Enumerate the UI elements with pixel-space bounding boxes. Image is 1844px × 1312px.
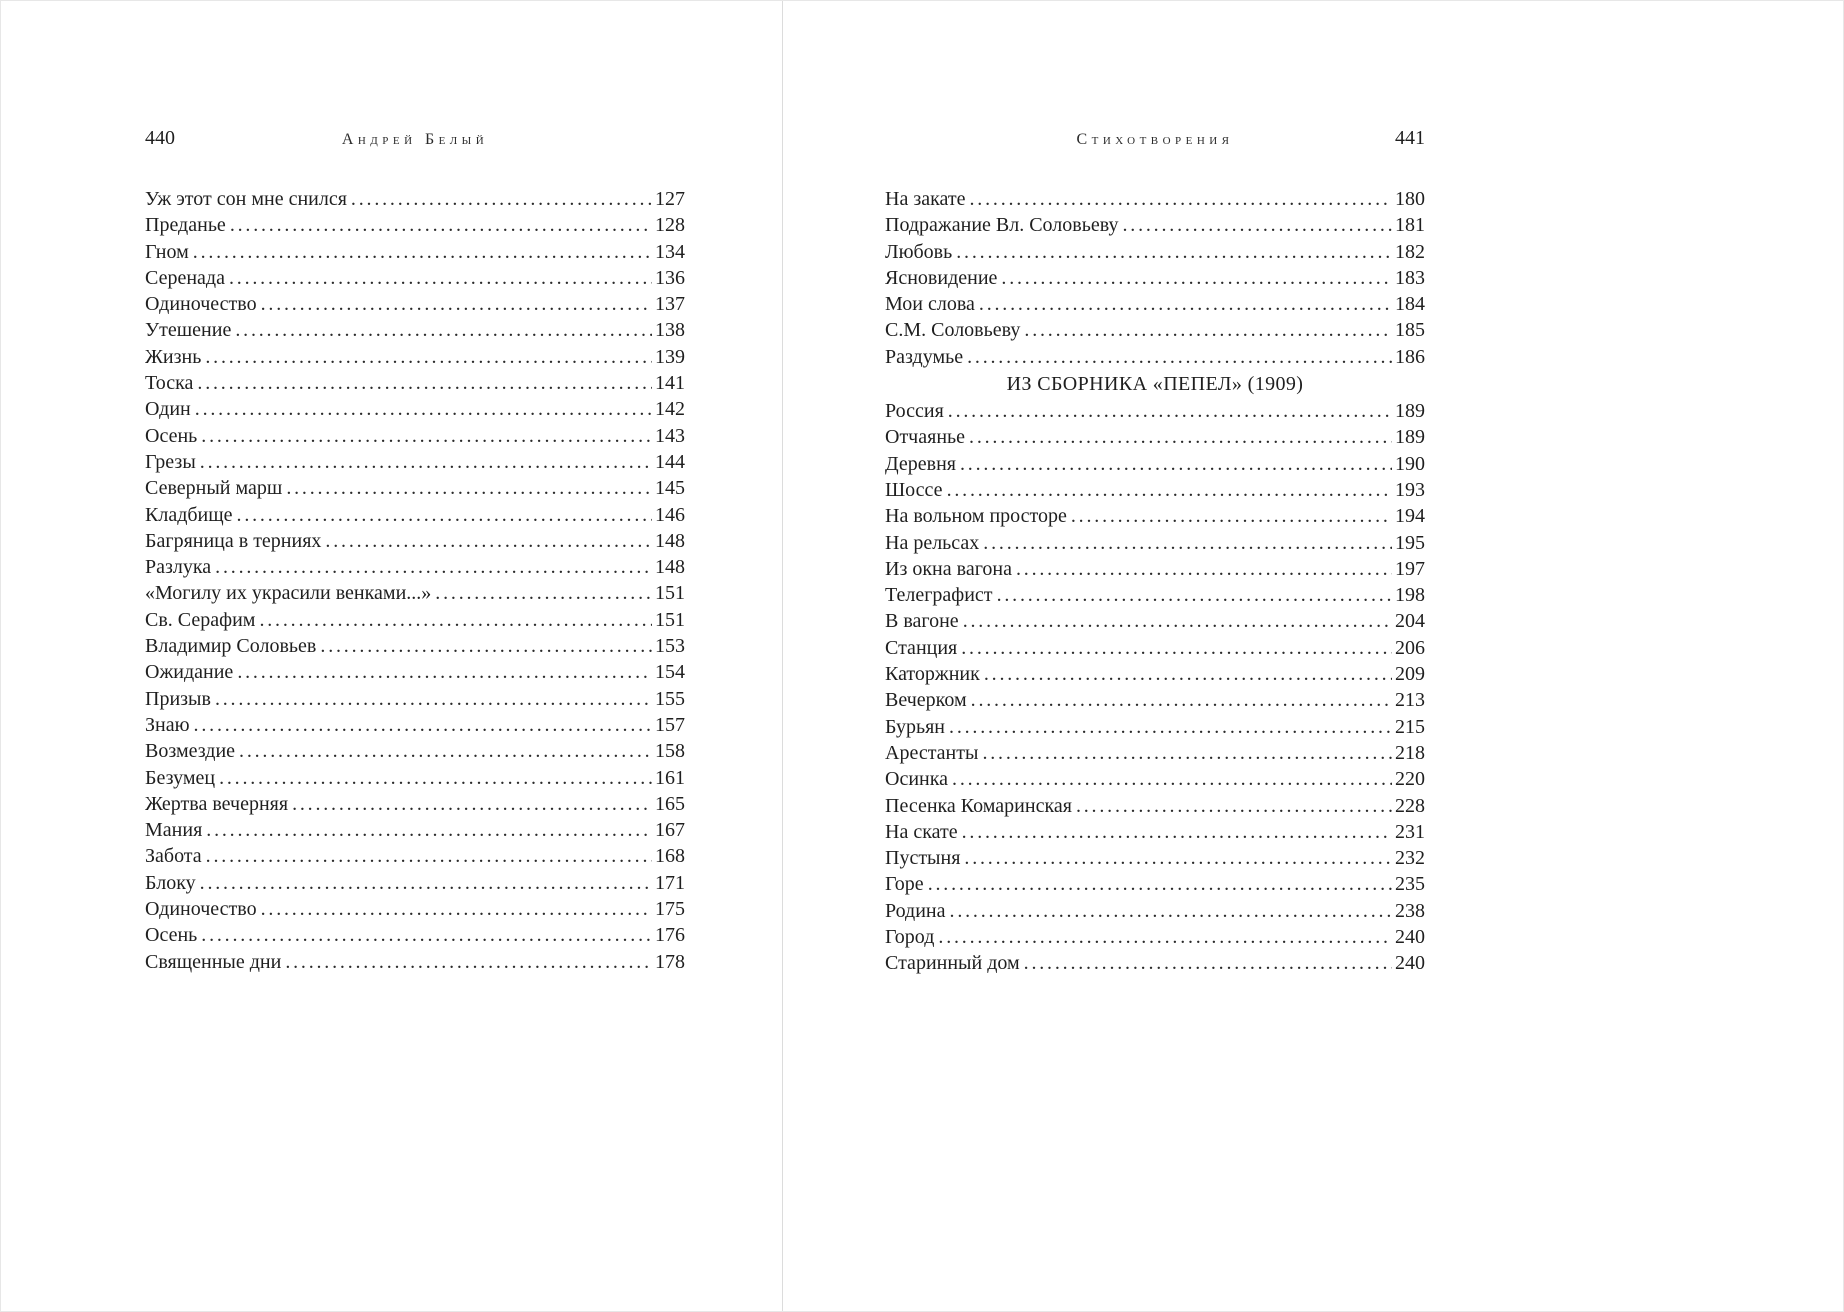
toc-entry-title: Осень [145,424,198,447]
toc-entry-title: Забота [145,845,202,868]
toc-entry-title: Телеграфист [885,584,993,607]
toc-entry-title: Россия [885,400,944,423]
toc-entry-title: Деревня [885,452,956,475]
toc-entry-page: 151 [655,608,685,631]
toc-entry-page: 144 [655,450,685,473]
toc-entry [885,608,1425,634]
toc-entry-page: 176 [655,924,685,947]
toc-entry [885,265,1425,291]
toc-entry-title: Утешение [145,319,232,342]
toc-entry [885,530,1425,556]
toc-dot-leader [960,451,1392,477]
toc-entry [885,924,1425,950]
toc-entry [145,475,685,501]
toc-entry-page: 186 [1395,345,1425,368]
toc-dot-leader [237,659,652,685]
toc-dot-leader [964,845,1392,871]
toc-entry [885,661,1425,687]
toc-dot-leader [1024,950,1392,976]
left-toc-list [145,186,685,975]
toc-entry [885,503,1425,529]
toc-entry [145,580,685,606]
toc-entry-title: Раздумье [885,345,964,368]
toc-entry [145,449,685,475]
toc-dot-leader [961,635,1392,661]
toc-entry-page: 213 [1395,689,1425,712]
toc-entry-page: 197 [1395,557,1425,580]
toc-entry-page: 209 [1395,663,1425,686]
toc-entry-title: Из окна вагона [885,557,1012,580]
toc-entry [145,423,685,449]
toc-entry-title: Тоска [145,372,194,395]
toc-entry-title: Уж этот сон мне снился [145,188,347,210]
toc-entry [145,712,685,738]
toc-entry-page: 185 [1395,319,1425,342]
toc-entry [145,765,685,791]
toc-entry [885,477,1425,503]
toc-dot-leader [205,344,652,370]
toc-entry-title: Каторжник [885,663,980,686]
toc-dot-leader [239,738,652,764]
toc-entry-page: 171 [655,871,685,894]
right-toc-list [885,186,1425,977]
toc-entry [885,950,1425,976]
toc-entry-title: С.М. Соловьеву [885,319,1021,342]
toc-entry-title: Кладбище [145,503,233,526]
toc-entry-title: Город [885,926,935,949]
toc-entry-page: 141 [655,372,685,395]
toc-entry-title: Пустыня [885,847,961,870]
toc-dot-leader [206,817,652,843]
toc-entry [885,556,1425,582]
toc-dot-leader [215,686,652,712]
toc-dot-leader [928,871,1392,897]
toc-entry [145,396,685,422]
toc-entry-title: Владимир Соловьев [145,635,317,658]
toc-entry-title: Бурьян [885,715,946,738]
toc-dot-leader [320,633,652,659]
toc-entry-page: 146 [655,503,685,526]
right-running-head [885,126,1425,150]
toc-entry-page: 178 [655,950,685,973]
left-folio: 440 [145,127,175,149]
toc-entry-title: Ясновидение [885,266,998,289]
right-folio: 441 [1395,127,1425,149]
toc-dot-leader [219,765,652,791]
toc-entry [885,186,1425,212]
toc-entry-page: 167 [655,819,685,842]
toc-dot-leader [1024,317,1392,343]
toc-entry-page: 195 [1395,531,1425,554]
toc-entry-title: Осень [145,924,198,947]
toc-entry-title: Любовь [885,240,953,263]
toc-entry-title: Ожидание [145,661,234,684]
toc-entry-page: 235 [1395,873,1425,896]
toc-entry-title: Один [145,398,191,421]
toc-entry-page: 128 [655,214,685,237]
toc-entry [145,528,685,554]
toc-entry-page: 154 [655,661,685,684]
toc-dot-leader [963,608,1392,634]
toc-entry [145,949,685,975]
toc-dot-leader [435,580,652,606]
toc-entry-title: Одиночество [145,898,257,921]
toc-entry-page: 240 [1395,952,1425,975]
toc-entry-title: Разлука [145,556,212,579]
toc-dot-leader [235,317,652,343]
toc-entry [885,317,1425,343]
toc-entry-page: 190 [1395,452,1425,475]
toc-dot-leader [1071,503,1392,529]
toc-entry-title: Осинка [885,768,949,791]
toc-dot-leader [200,449,652,475]
toc-entry-title: Преданье [145,214,226,237]
toc-entry [145,896,685,922]
toc-entry-page: 165 [655,792,685,815]
toc-entry [885,793,1425,819]
toc-dot-leader [261,896,652,922]
toc-entry-title: Мания [145,819,203,842]
left-page [145,126,685,975]
toc-entry-page: 198 [1395,584,1425,607]
toc-entry-page: 143 [655,424,685,447]
toc-entry-page: 220 [1395,768,1425,791]
toc-entry-title: На закате [885,188,966,210]
toc-entry [145,659,685,685]
toc-entry [885,845,1425,871]
toc-entry [885,635,1425,661]
toc-entry [885,344,1425,370]
toc-entry [885,212,1425,238]
toc-entry-title: Жизнь [145,345,202,368]
toc-entry [145,791,685,817]
toc-entry [885,451,1425,477]
toc-dot-leader [947,477,1392,503]
toc-dot-leader [979,291,1392,317]
toc-entry-title: Знаю [145,713,190,736]
right-running-header-title: Стихотворения [1076,131,1234,148]
toc-entry-page: 189 [1395,426,1425,449]
toc-entry-title: Горе [885,873,924,896]
toc-entry-page: 238 [1395,899,1425,922]
toc-entry-page: 153 [655,635,685,658]
toc-entry [885,898,1425,924]
toc-entry [145,265,685,291]
toc-entry-page: 193 [1395,478,1425,501]
toc-entry [145,686,685,712]
toc-entry [145,291,685,317]
toc-entry [145,212,685,238]
toc-entry-title: Багряница в терниях [145,529,322,552]
toc-entry-title: Шоссе [885,478,943,501]
toc-entry [145,607,685,633]
toc-entry-page: 137 [655,293,685,316]
toc-entry [145,186,685,212]
toc-section-heading: ИЗ СБОРНИКА «ПЕПЕЛ» (1909) [1006,373,1304,396]
toc-dot-leader [230,212,652,238]
toc-entry-page: 180 [1395,188,1425,210]
toc-entry-title: Мои слова [885,293,975,316]
toc-entry-page: 189 [1395,400,1425,423]
toc-entry-title: Жертва вечерняя [145,792,289,815]
toc-entry-title: Отчаянье [885,426,966,449]
toc-entry [145,370,685,396]
toc-entry-title: Безумец [145,766,216,789]
toc-entry-page: 206 [1395,636,1425,659]
toc-entry-title: Св. Серафим [145,608,256,631]
toc-dot-leader [971,687,1392,713]
toc-entry [885,291,1425,317]
toc-entry-title: Блоку [145,871,196,894]
page-gutter-divider [782,0,783,1312]
toc-entry-page: 218 [1395,741,1425,764]
toc-dot-leader [206,843,652,869]
toc-entry [885,424,1425,450]
toc-dot-leader [285,949,652,975]
toc-entry [145,922,685,948]
toc-dot-leader [215,554,652,580]
toc-dot-leader [261,291,652,317]
toc-entry-page: 182 [1395,240,1425,263]
toc-entry-page: 183 [1395,266,1425,289]
toc-entry [145,738,685,764]
toc-entry-page: 148 [655,556,685,579]
toc-dot-leader [197,370,652,396]
toc-entry-title: Гном [145,240,189,263]
toc-entry-page: 215 [1395,715,1425,738]
toc-entry-page: 161 [655,766,685,789]
toc-entry-title: Грезы [145,450,196,473]
toc-entry-page: 168 [655,845,685,868]
toc-entry-page: 127 [655,188,685,210]
toc-dot-leader [983,530,1392,556]
toc-entry-title: Вечерком [885,689,967,712]
toc-entry [885,398,1425,424]
toc-entry [145,239,685,265]
toc-entry [885,766,1425,792]
toc-entry-page: 148 [655,529,685,552]
toc-dot-leader [351,186,652,212]
toc-entry-title: Серенада [145,266,225,289]
left-running-head [145,126,685,150]
toc-dot-leader [201,423,652,449]
toc-entry [885,871,1425,897]
toc-dot-leader [949,714,1392,740]
toc-dot-leader [948,398,1392,424]
toc-dot-leader [237,502,652,528]
toc-entry [145,554,685,580]
toc-dot-leader [962,819,1392,845]
toc-entry [145,843,685,869]
toc-entry [145,870,685,896]
toc-entry-page: 175 [655,898,685,921]
right-page [885,126,1425,977]
toc-entry [145,817,685,843]
toc-entry [885,819,1425,845]
toc-entry-page: 139 [655,345,685,368]
toc-entry-title: Станция [885,636,958,659]
toc-entry-page: 157 [655,713,685,736]
toc-dot-leader [1076,793,1392,819]
toc-entry [885,582,1425,608]
toc-entry-page: 138 [655,319,685,342]
toc-dot-leader [229,265,652,291]
toc-entry-page: 151 [655,582,685,605]
toc-entry-title: Призыв [145,687,211,710]
toc-entry-page: 204 [1395,610,1425,633]
toc-entry-page: 158 [655,740,685,763]
toc-dot-leader [967,344,1392,370]
toc-dot-leader [1016,556,1392,582]
toc-entry-page: 194 [1395,505,1425,528]
toc-dot-leader [1001,265,1392,291]
toc-entry-title: «Могилу их украсили венками...» [145,582,432,605]
toc-entry-title: В вагоне [885,610,959,633]
toc-dot-leader [201,922,652,948]
toc-entry-page: 232 [1395,847,1425,870]
toc-dot-leader [938,924,1392,950]
toc-entry [885,740,1425,766]
toc-entry [145,502,685,528]
toc-entry-page: 228 [1395,794,1425,817]
toc-dot-leader [982,740,1392,766]
toc-dot-leader [286,475,652,501]
toc-entry-page: 136 [655,266,685,289]
toc-entry-page: 142 [655,398,685,421]
toc-entry [885,714,1425,740]
toc-dot-leader [292,791,652,817]
toc-dot-leader [195,396,652,422]
toc-dot-leader [952,766,1392,792]
toc-dot-leader [200,870,652,896]
toc-entry-title: На вольном просторе [885,505,1067,528]
toc-entry-page: 145 [655,477,685,500]
toc-dot-leader [970,186,1393,212]
toc-dot-leader [956,239,1392,265]
toc-entry [145,317,685,343]
toc-dot-leader [193,239,652,265]
toc-dot-leader [984,661,1392,687]
toc-dot-leader [259,607,652,633]
toc-entry-title: Возмездие [145,740,236,763]
toc-entry-title: Подражание Вл. Соловьеву [885,214,1119,237]
toc-entry-title: Родина [885,899,946,922]
left-running-header-title: Андрей Белый [341,131,489,148]
toc-dot-leader [194,712,652,738]
toc-entry [885,687,1425,713]
toc-dot-leader [969,424,1392,450]
toc-dot-leader [325,528,652,554]
toc-entry-page: 231 [1395,820,1425,843]
toc-entry [885,239,1425,265]
toc-dot-leader [1122,212,1392,238]
toc-entry-page: 155 [655,687,685,710]
toc-entry-title: Северный марш [145,477,283,500]
toc-entry-page: 134 [655,240,685,263]
toc-entry-page: 240 [1395,926,1425,949]
toc-entry-title: Старинный дом [885,952,1020,975]
toc-entry-title: Священные дни [145,950,282,973]
toc-entry-title: Арестанты [885,741,979,764]
toc-entry [145,344,685,370]
toc-dot-leader [950,898,1392,924]
toc-entry-title: На рельсах [885,531,980,554]
toc-entry-title: Одиночество [145,293,257,316]
toc-entry-page: 181 [1395,214,1425,237]
toc-entry [145,633,685,659]
toc-entry-title: На скате [885,820,958,843]
toc-dot-leader [997,582,1392,608]
toc-entry-page: 184 [1395,293,1425,316]
toc-entry-title: Песенка Комаринская [885,794,1072,817]
